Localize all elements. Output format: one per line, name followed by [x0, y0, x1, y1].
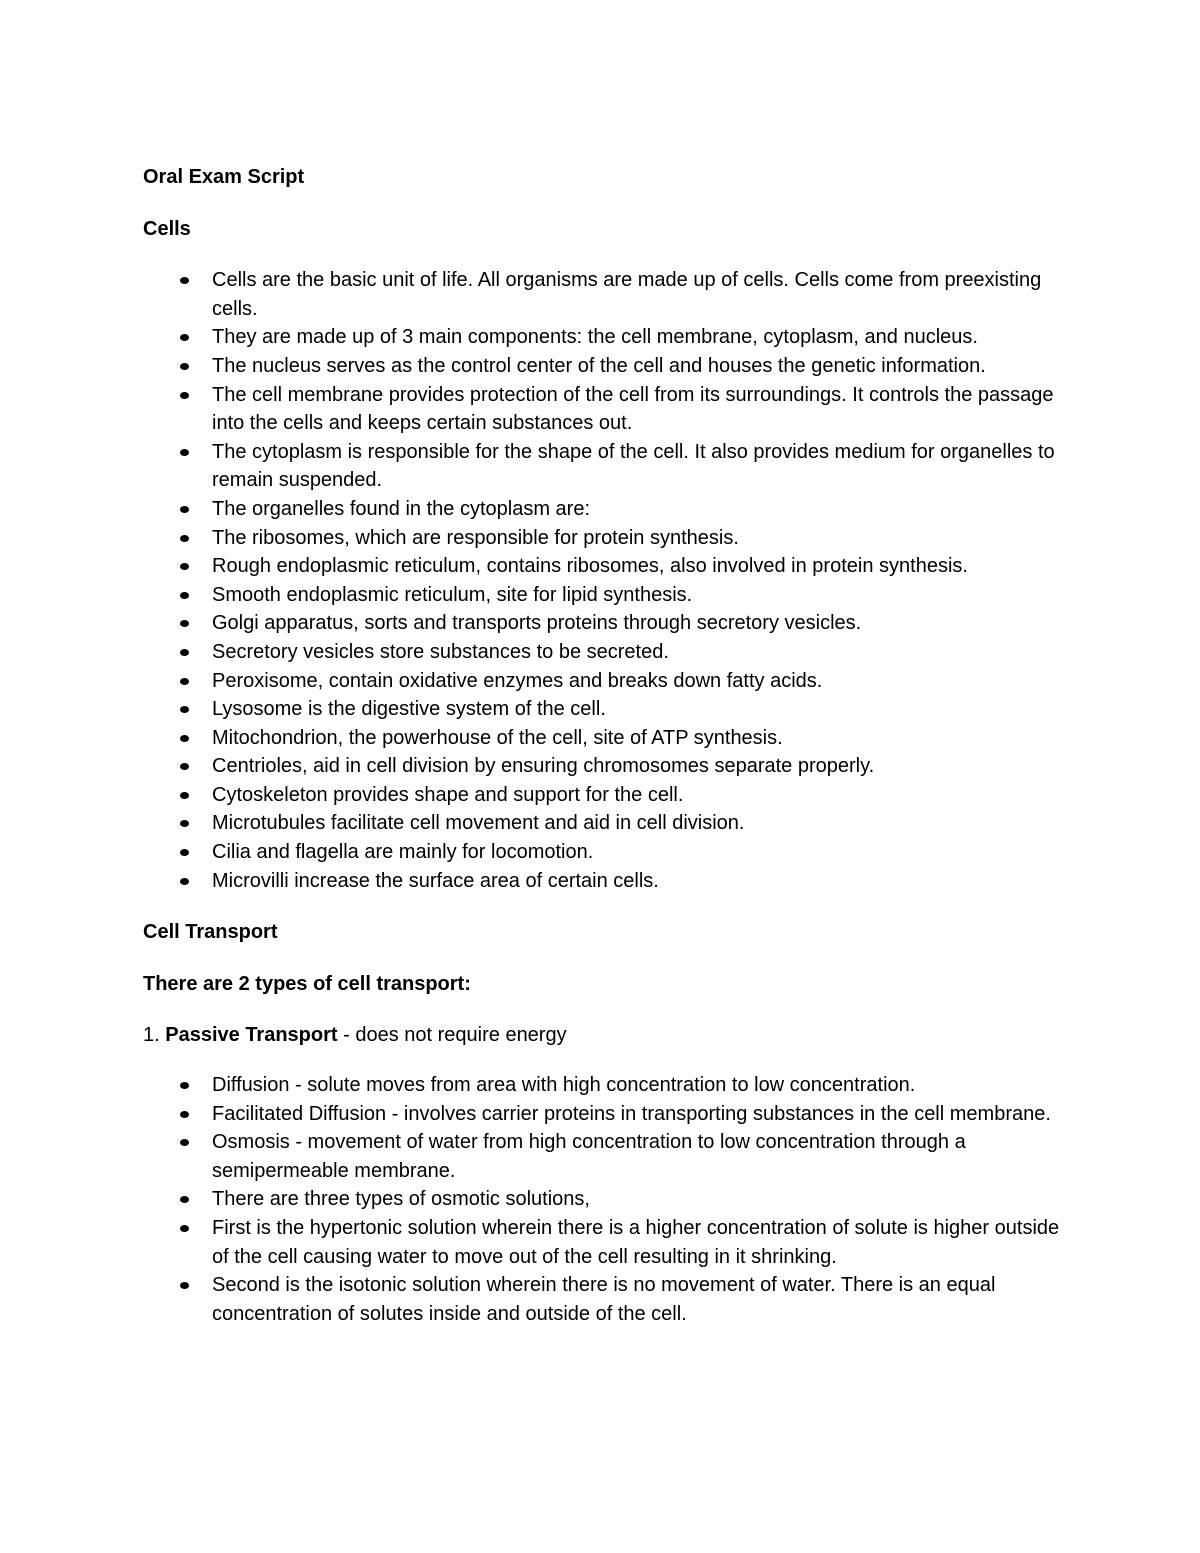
bullet-text: Cells are the basic unit of life. All organisms are made up of cells. Cells come from preexisting cells. — [212, 269, 1042, 320]
bullet-item — [143, 552, 1073, 581]
bullet-text: Facilitated Diffusion - involves carrier proteins in transporting substances in the cell membrane. — [212, 1102, 1051, 1125]
bullet-item — [143, 1214, 1073, 1271]
bullet-item — [143, 1071, 1073, 1100]
bullet-item — [143, 752, 1073, 781]
bullet-text: Lysosome is the digestive system of the cell. — [212, 698, 606, 721]
bullet-dot-icon — [180, 820, 189, 827]
passive-number: 1. — [143, 1024, 160, 1047]
bullet-item — [143, 667, 1073, 696]
bullet-text: Secretory vesicles store substances to be secreted. — [212, 640, 669, 663]
bullet-dot-icon — [180, 1111, 189, 1118]
bullet-item — [143, 266, 1073, 323]
bullet-item — [143, 724, 1073, 753]
bullet-dot-icon — [180, 363, 189, 370]
bullet-text: The ribosomes, which are responsible for protein synthesis. — [212, 526, 739, 549]
bullet-item — [143, 609, 1073, 638]
bullet-dot-icon — [180, 792, 189, 799]
passive-description: - does not require energy — [343, 1024, 567, 1047]
bullet-text: There are three types of osmotic solutions, — [212, 1188, 590, 1211]
cell-transport-heading: Cell Transport — [143, 921, 278, 944]
bullet-text: Golgi apparatus, sorts and transports proteins through secretory vesicles. — [212, 612, 862, 635]
bullet-item — [143, 1271, 1073, 1328]
bullet-text: Rough endoplasmic reticulum, contains ribosomes, also involved in protein synthesis. — [212, 555, 968, 578]
bullet-item — [143, 1100, 1073, 1129]
document-title: Oral Exam Script — [143, 166, 305, 188]
passive-transport-line — [143, 1021, 1073, 1050]
bullet-text: They are made up of 3 main components: the cell membrane, cytoplasm, and nucleus. — [212, 326, 978, 349]
bullet-dot-icon — [180, 849, 189, 856]
passive-bullet-list — [143, 1071, 1073, 1328]
bullet-text: The organelles found in the cytoplasm are: — [212, 497, 590, 520]
bullet-dot-icon — [180, 735, 189, 742]
cells-bullet-list — [143, 266, 1073, 895]
bullet-text: Microtubules facilitate cell movement and aid in cell division. — [212, 812, 745, 835]
bullet-dot-icon — [180, 1196, 189, 1203]
bullet-item — [143, 838, 1073, 867]
bullet-item — [143, 695, 1073, 724]
bullet-dot-icon — [180, 706, 189, 713]
bullet-dot-icon — [180, 763, 189, 770]
bullet-dot-icon — [180, 1225, 189, 1232]
bullet-text: Microvilli increase the surface area of certain cells. — [212, 869, 659, 892]
bullet-item — [143, 1185, 1073, 1214]
passive-label: Passive Transport — [165, 1024, 338, 1047]
bullet-item — [143, 809, 1073, 838]
bullet-text: Osmosis - movement of water from high concentration to low concentration through a semipermeable membrane. — [212, 1131, 966, 1182]
bullet-dot-icon — [180, 277, 189, 284]
bullet-dot-icon — [180, 620, 189, 627]
bullet-dot-icon — [180, 1082, 189, 1089]
bullet-item — [143, 352, 1073, 381]
bullet-dot-icon — [180, 535, 189, 542]
bullet-item — [143, 524, 1073, 553]
bullet-text: Mitochondrion, the powerhouse of the cell, site of ATP synthesis. — [212, 726, 783, 749]
bullet-item — [143, 1128, 1073, 1185]
bullet-item — [143, 438, 1073, 495]
bullet-text: Diffusion - solute moves from area with high concentration to low concentration. — [212, 1074, 916, 1097]
bullet-dot-icon — [180, 334, 189, 341]
bullet-text: Second is the isotonic solution wherein there is no movement of water. There is an equal concentration of solutes inside and outside of the cell. — [212, 1274, 996, 1325]
transport-types-subheading: There are 2 types of cell transport: — [143, 972, 471, 995]
bullet-dot-icon — [180, 649, 189, 656]
bullet-text: Cytoskeleton provides shape and support for the cell. — [212, 783, 684, 806]
bullet-text: Centrioles, aid in cell division by ensuring chromosomes separate properly. — [212, 755, 875, 778]
bullet-dot-icon — [180, 678, 189, 685]
bullet-item — [143, 638, 1073, 667]
bullet-item — [143, 323, 1073, 352]
bullet-text: Cilia and flagella are mainly for locomotion. — [212, 841, 594, 864]
document-page — [143, 163, 1073, 1328]
bullet-item — [143, 581, 1073, 610]
cells-heading: Cells — [143, 217, 191, 240]
bullet-dot-icon — [180, 392, 189, 399]
bullet-item — [143, 495, 1073, 524]
bullet-dot-icon — [180, 592, 189, 599]
bullet-dot-icon — [180, 878, 189, 885]
bullet-dot-icon — [180, 449, 189, 456]
bullet-dot-icon — [180, 1139, 189, 1146]
bullet-text: The nucleus serves as the control center of the cell and houses the genetic information. — [212, 354, 986, 377]
bullet-text: The cell membrane provides protection of the cell from its surroundings. It controls the passage into the cells and keeps certain substances out. — [212, 383, 1054, 435]
bullet-item — [143, 781, 1073, 810]
bullet-text: Smooth endoplasmic reticulum, site for lipid synthesis. — [212, 583, 693, 606]
bullet-text: First is the hypertonic solution wherein there is a higher concentration of solute is higher outside of the cell causing water to move out of the cell resulting in it shrinking. — [212, 1217, 1060, 1268]
bullet-dot-icon — [180, 506, 189, 513]
bullet-dot-icon — [180, 1282, 189, 1289]
bullet-text: The cytoplasm is responsible for the shape of the cell. It also provides medium for organelles to remain suspended. — [212, 440, 1055, 492]
bullet-item — [143, 381, 1073, 438]
bullet-dot-icon — [180, 563, 189, 570]
bullet-item — [143, 867, 1073, 896]
bullet-text: Peroxisome, contain oxidative enzymes and breaks down fatty acids. — [212, 669, 823, 692]
